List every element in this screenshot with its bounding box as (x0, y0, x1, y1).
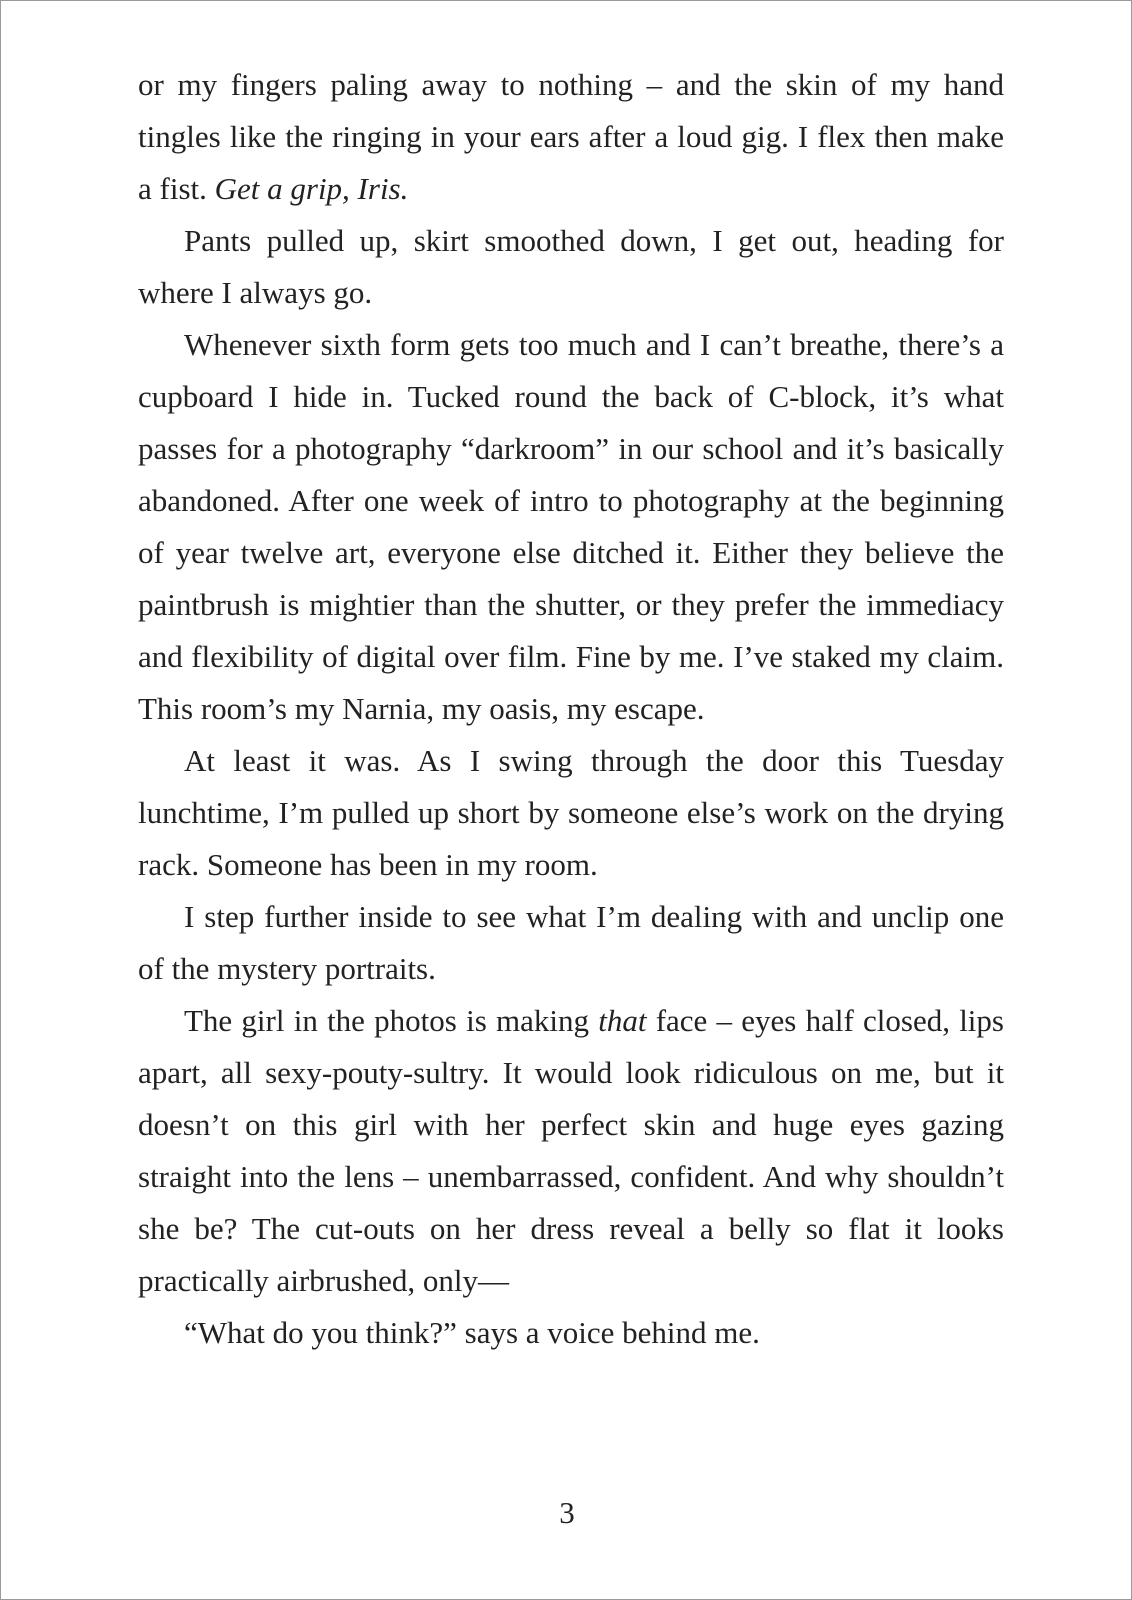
paragraph-2 (138, 215, 1004, 319)
paragraph-5-text: I step further inside to see what I’m dealing with and unclip one of the mystery portraits. (138, 899, 1004, 986)
paragraph-6-text-a: The girl in the photos is making (184, 1003, 599, 1038)
paragraph-3-text: Whenever sixth form gets too much and I can’t breathe, there’s a cupboard I hide in. Tucked round the back of C-block, it’s what passes for a photography “darkroom” in our school and it’s basically abandoned. After one week of intro to photography at the beginning of year twelve art, everyone else ditched it. Either they believe the paintbrush is mightier than the shutter, or they prefer the immediacy and flexibility of digital over film. Fine by me. I’ve staked my claim. This room’s my Narnia, my oasis, my escape. (138, 327, 1004, 726)
paragraph-1 (138, 59, 1004, 215)
paragraph-3 (138, 319, 1004, 735)
paragraph-5 (138, 891, 1004, 995)
paragraph-1-text: or my fingers paling away to nothing – and the skin of my hand tingles like the ringing in your ears after a loud gig. I flex then make a fist. (138, 67, 1004, 206)
paragraph-2-text: Pants pulled up, skirt smoothed down, I get out, heading for where I always go. (138, 223, 1004, 310)
paragraph-7 (138, 1307, 1004, 1359)
page-number: 3 (559, 1495, 575, 1530)
body-text (138, 59, 1004, 1359)
paragraph-6-italic: that (598, 1003, 647, 1038)
paragraph-4-text: At least it was. As I swing through the door this Tuesday lunchtime, I’m pulled up short by someone else’s work on the drying rack. Someone has been in my room. (138, 743, 1004, 882)
paragraph-6-text-b: face – eyes half closed, lips apart, all sexy-pouty-sultry. It would look ridiculous on me, but it doesn’t on this girl with her perfect skin and huge eyes gazing straight into the lens – unembarrassed, confident. And why shouldn’t she be? The cut-outs on her dress reveal a belly so flat it looks practically airbrushed, only— (138, 1003, 1004, 1298)
paragraph-4 (138, 735, 1004, 891)
paragraph-1-italic: Get a grip, Iris. (214, 171, 409, 206)
paragraph-6 (138, 995, 1004, 1307)
paragraph-7-text: “What do you think?” says a voice behind me. (184, 1315, 760, 1350)
